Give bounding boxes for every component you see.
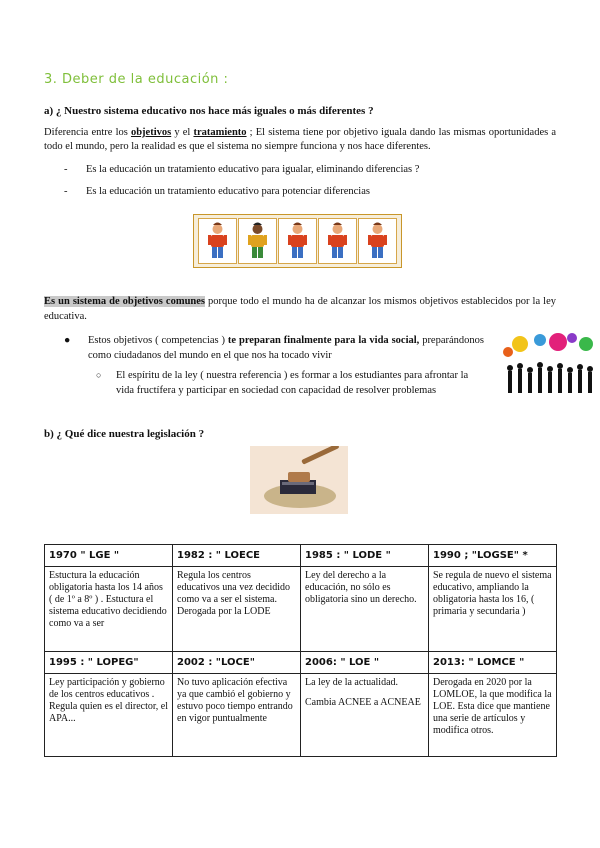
table-row [45,567,557,652]
law-header: 2013: " LOMCE " [429,652,557,674]
p1-text-3: ; El sistema tiene por objetivo iguala dando las mismas oportunidades a todo el mundo, pero la realidad es que el sistema no siempre funciona y nos hace diferentes. [44,127,556,152]
bullet-bold: te preparan finalmente para la vida social, [227,335,420,346]
loe-text-2: Cambia ACNEE a ACNEAE [305,697,421,708]
gavel-book-image [250,446,348,514]
paragraph-common-objectives [44,294,556,324]
common-objectives-highlight: Es un sistema de objetivos comunes [44,296,206,307]
bullet-text-1: Estos objetivos ( competencias ) [88,335,228,346]
figure-cell [238,218,277,264]
law-header: 1982 : " LOECE [173,545,301,567]
law-header: 2006: " LOE " [301,652,429,674]
figures-illustration [193,214,402,268]
p1-text-1: Diferencia entre los [44,127,131,138]
law-header: 1970 " LGE " [45,545,173,567]
crowd-speech-bubbles-image [500,330,600,400]
law-description: Se regula de nuevo el sistema educativo, ampliando la obligatoria hasta los 16, ( primaria y secundaria ) [429,567,557,652]
table-header-row [45,652,557,674]
p2-text: porque todo el mundo ha de alcanzar los mismos objetivos establecidos por la ley educativa. [44,296,556,322]
objetivos-term: objetivos [130,127,172,138]
law-header: 1985 : " LODE " [301,545,429,567]
dash-item-text: Es la educación un tratamiento educativo para igualar, eliminando diferencias ? [86,164,420,175]
law-description: Derogada en 2020 por la LOMLOE, la que modifica la LOE. Esta dice que mantiene una serie de artículos y modifica otros. [429,674,557,757]
p1-text-2: y el [171,127,194,138]
bullet-item [64,333,484,363]
dash-item-text: Es la educación un tratamiento educativo para potenciar diferencias [86,186,370,197]
dash-item: - Es la educación un tratamiento educativo para igualar, eliminando diferencias ? [64,164,420,175]
circle-bullet-icon: ○ [96,370,102,380]
tratamiento-term: tratamiento [193,127,247,138]
table-header-row [45,545,557,567]
dash-item: - Es la educación un tratamiento educativo para potenciar diferencias [64,186,370,197]
law-description: Estuctura la educación obligatoria hasta los 14 años ( de 1º a 8º ) . Estuctura el sistema educativo decidiendo como va a ser [45,567,173,652]
sub-bullet-text: El espíritu de la ley ( nuestra referencia ) es formar a los estudiantes para afrontar la vida fructífera y participar en sociedad con capacidad de resolver problemas [116,370,469,396]
law-description: Ley del derecho a la educación, no sólo es obligatoria sino un derecho. [301,567,429,652]
law-header: 1990 ; "LOGSE" * [429,545,557,567]
loe-text-1: La ley de la actualidad. [305,677,399,688]
table-row [45,674,557,757]
paragraph-objectives [44,126,556,154]
law-description: Regula los centros educativos una vez decidido como va a ser el sistema. Derogada por la LODE [173,567,301,652]
question-b: b) ¿ Qué dice nuestra legislación ? [44,428,205,440]
law-description: No tuvo aplicación efectiva ya que cambió el gobierno y estuvo poco tiempo entrando en vigor puntualmente [173,674,301,757]
figure-cell [358,218,397,264]
laws-table [44,544,557,757]
figure-cell [278,218,317,264]
bullet-dot-icon: ● [64,335,71,346]
law-description [301,674,429,757]
figure-cell [198,218,237,264]
section-title: 3. Deber de la educación : [44,72,229,87]
law-description: Ley participación y gobierno de los centros educativos . Regula quien es el director, el APA... [45,674,173,757]
sub-bullet-item [96,368,482,398]
question-a: a) ¿ Nuestro sistema educativo nos hace más iguales o más diferentes ? [44,105,374,117]
figure-cell [318,218,357,264]
law-header: 1995 : " LOPEG" [45,652,173,674]
law-header: 2002 : "LOCE" [173,652,301,674]
bullet-text-2: preparándonos como ciudadanos del mundo en el que nos ha tocado vivir [88,335,484,361]
